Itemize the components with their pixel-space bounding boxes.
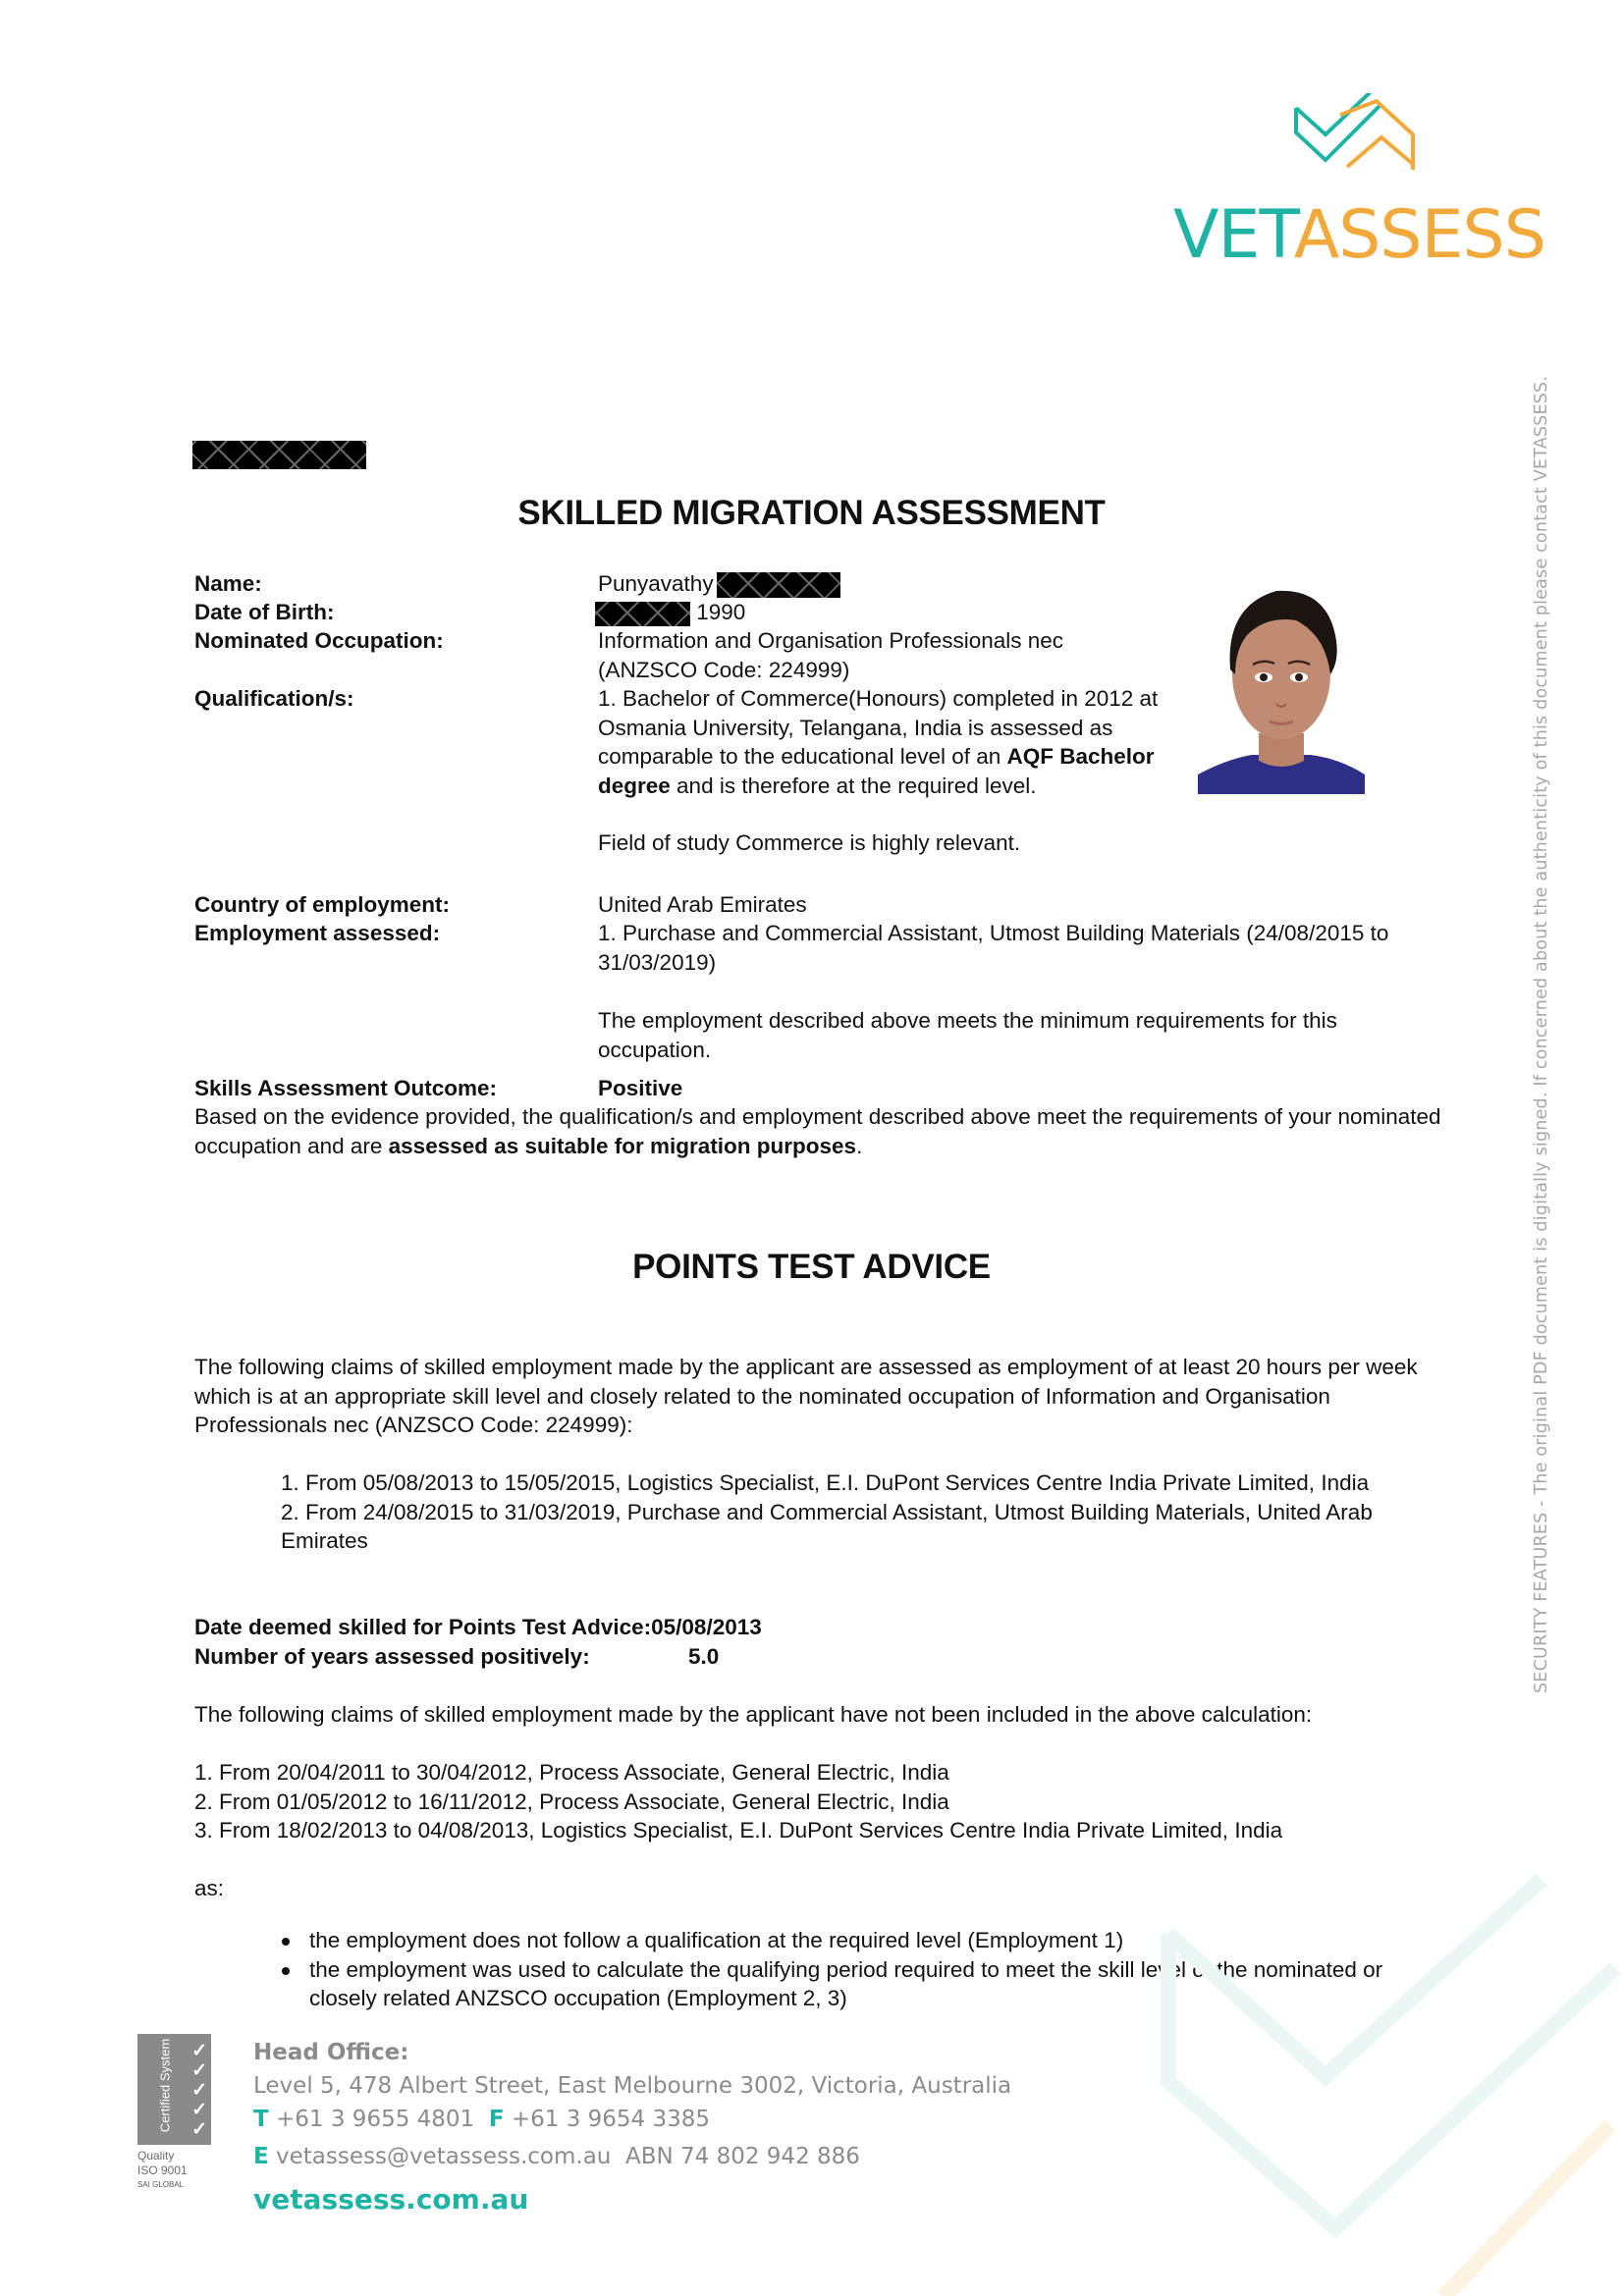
date-deemed-skilled: Date deemed skilled for Points Test Advice:05/08/2013: [194, 1615, 762, 1639]
occupation-value: Information and Organisation Professionals nec (ANZSCO Code: 224999): [598, 628, 1064, 682]
assessment-title: SKILLED MIGRATION ASSESSMENT: [517, 494, 1106, 532]
email-link[interactable]: vetassess@vetassess.com.au: [276, 2144, 612, 2169]
security-features-text: SECURITY FEATURES - The original PDF document is digitally signed. If concerned about the authenticity of this document please contact VETASSESS.: [1532, 375, 1551, 1693]
head-office-label: Head Office:: [253, 2040, 409, 2065]
applicant-photo: [1198, 566, 1365, 794]
points-test-title: POINTS TEST ADVICE: [632, 1248, 991, 1286]
redacted-surname: [717, 572, 840, 598]
included-employment-item: 2. From 24/08/2015 to 31/03/2019, Purchase and Commercial Assistant, Utmost Building Materials, United Arab Emirates: [281, 1499, 1373, 1553]
name-value: Punyavathy: [598, 569, 840, 599]
field-of-study: Field of study Commerce is highly relevant.: [598, 830, 1021, 855]
name-label: Name:: [194, 571, 262, 596]
outcome-label: Skills Assessment Outcome:: [194, 1076, 498, 1100]
years-assessed-label: Number of years assessed positively:: [194, 1644, 590, 1669]
logo-chevron-icon: [1286, 93, 1434, 191]
website-link[interactable]: vetassess.com.au: [253, 2183, 529, 2216]
checkmarks-icon: ✓ ✓ ✓ ✓ ✓: [191, 2041, 207, 2140]
employment-label: Employment assessed:: [194, 921, 441, 945]
years-assessed-value: 5.0: [688, 1644, 720, 1669]
excluded-employment-list: [194, 1758, 1441, 1845]
qualification-value: 1. Bachelor of Commerce(Honours) completed in 2012 at Osmania University, Telangana, India is assessed as comparable to the educational level of an AQF Bachelor degree and is therefore at the required level.: [598, 686, 1159, 798]
exclusion-reasons: [280, 1926, 1438, 2013]
dob-value: 1990: [595, 598, 745, 627]
address: Level 5, 478 Albert Street, East Melbourne 3002, Victoria, Australia: [253, 2073, 1012, 2099]
country-label: Country of employment:: [194, 892, 451, 917]
reason-item: the employment does not follow a qualification at the required level (Employment 1): [280, 1926, 1438, 1955]
email-abn: E vetassess@vetassess.com.au ABN 74 802 942 886: [253, 2144, 860, 2169]
vetassess-logo: [1173, 93, 1545, 280]
employment-note: The employment described above meets the minimum requirements for this occupation.: [598, 1008, 1337, 1062]
phone-fax: T +61 3 9655 4801 F +61 3 9654 3385: [253, 2107, 711, 2132]
reason-item: the employment was used to calculate the qualifying period required to meet the skill level of the nominated or closely related ANZSCO occupation (Employment 2, 3): [280, 1955, 1438, 2013]
excluded-employment-item: 1. From 20/04/2011 to 30/04/2012, Process Associate, General Electric, India: [194, 1760, 949, 1785]
redacted-dob: [595, 602, 690, 626]
outcome-value: Positive: [598, 1076, 683, 1100]
included-employment-item: 1. From 05/08/2013 to 15/05/2015, Logistics Specialist, E.I. DuPont Services Centre India Private Limited, India: [281, 1470, 1370, 1495]
excluded-intro: The following claims of skilled employment made by the applicant have not been included in the above calculation:: [194, 1702, 1313, 1727]
country-value: United Arab Emirates: [598, 892, 807, 917]
dob-label: Date of Birth:: [194, 600, 335, 624]
redacted-reference: [192, 441, 366, 469]
iso-certification-badge: Certified System ✓ ✓ ✓ ✓ ✓ Quality ISO 9001 SAI GLOBAL: [137, 2034, 211, 2189]
occupation-label: Nominated Occupation:: [194, 628, 444, 653]
included-employment-list: [281, 1468, 1439, 1556]
outcome-statement: Based on the evidence provided, the qualification/s and employment described above meet the requirements of your nominated occupation and are assessed as suitable for migration purposes.: [194, 1104, 1441, 1158]
logo-wordmark: VETASSESS: [1173, 196, 1545, 274]
as-label: as:: [194, 1876, 225, 1900]
employment-value: 1. Purchase and Commercial Assistant, Utmost Building Materials (24/08/2015 to 31/03/2019): [598, 921, 1389, 975]
excluded-employment-item: 3. From 18/02/2013 to 04/08/2013, Logistics Specialist, E.I. DuPont Services Centre India Private Limited, India: [194, 1818, 1283, 1842]
footer-contact: [253, 2036, 1011, 2216]
points-intro: The following claims of skilled employment made by the applicant are assessed as employment of at least 20 hours per week which is at an appropriate skill level and closely related to the nominated occupation of Information and Organisation Professionals nec (ANZSCO Code: 224999):: [194, 1355, 1418, 1437]
sai-global-logo: SAI GLOBAL: [137, 2180, 185, 2189]
excluded-employment-item: 2. From 01/05/2012 to 16/11/2012, Process Associate, General Electric, India: [194, 1789, 949, 1814]
qualification-label: Qualification/s:: [194, 686, 354, 711]
